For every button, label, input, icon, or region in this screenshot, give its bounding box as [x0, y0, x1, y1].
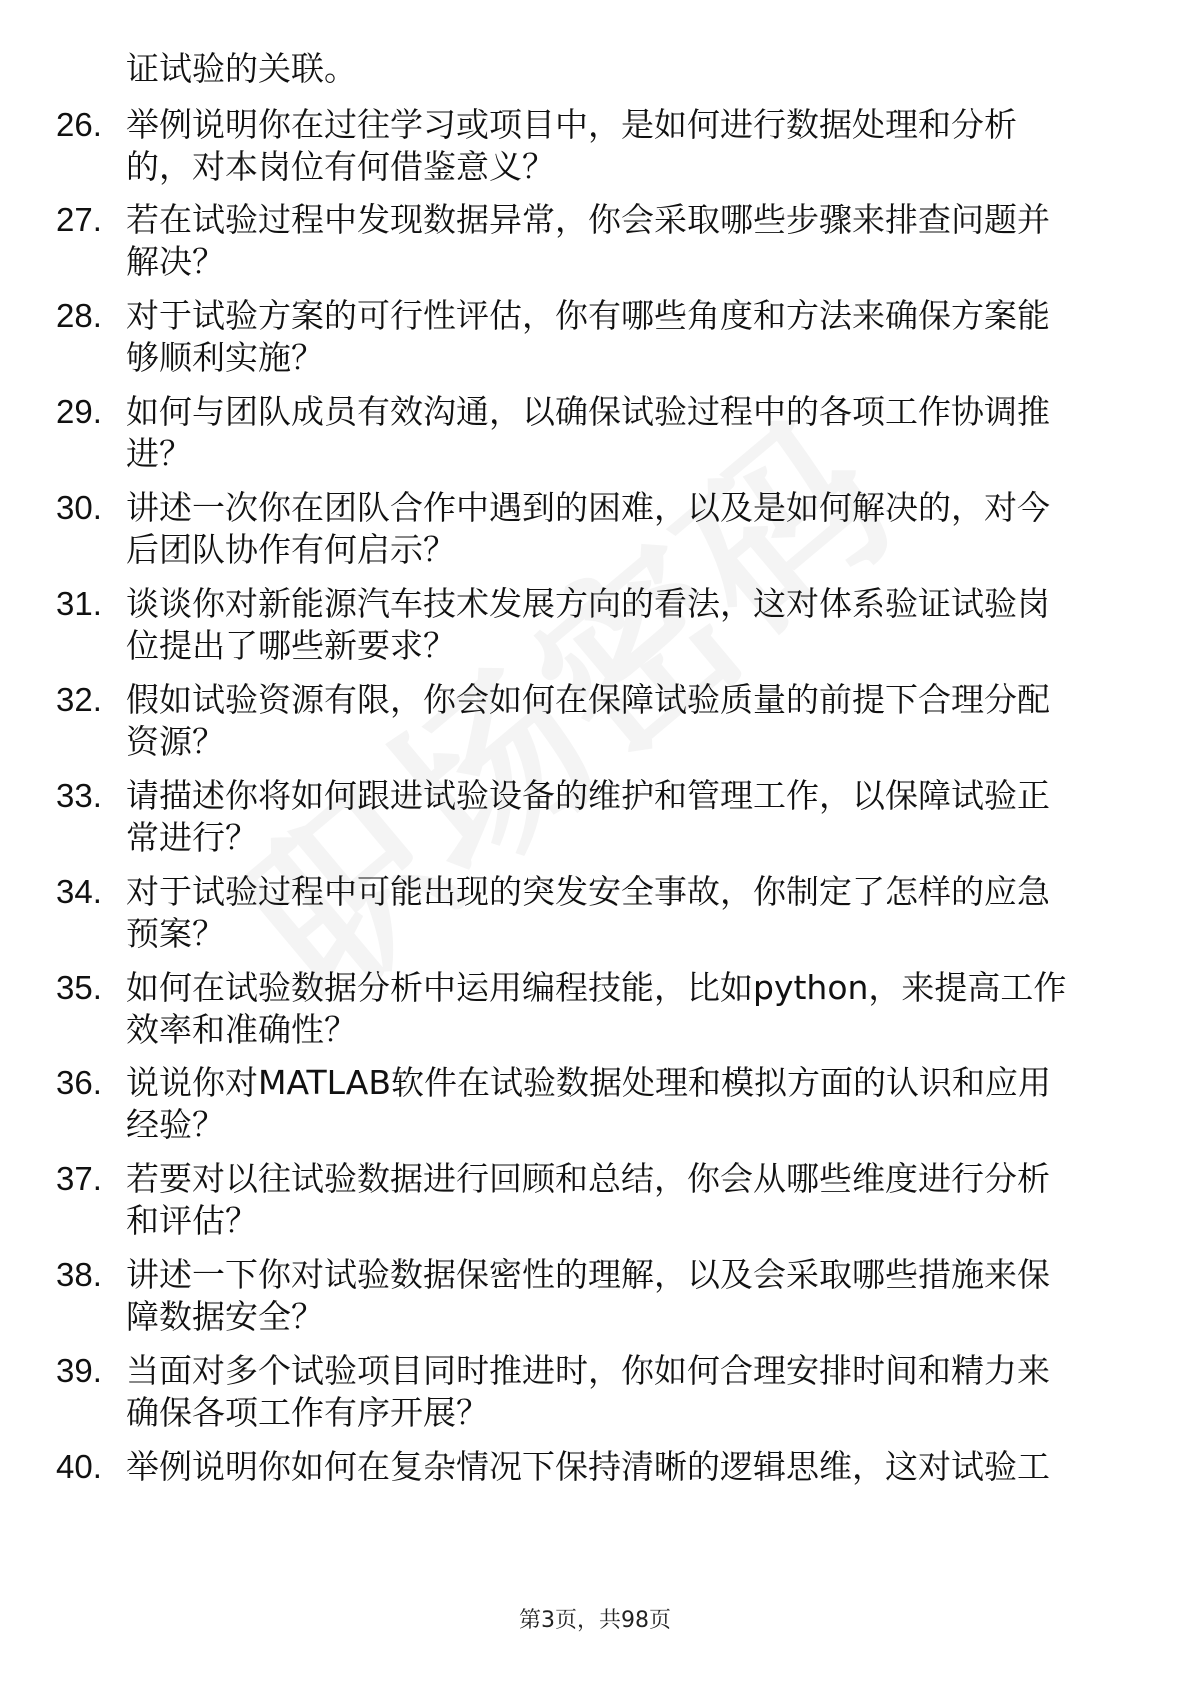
- question-number: 35.: [56, 969, 102, 1006]
- question-number: 26.: [56, 106, 102, 143]
- question-number: 40.: [56, 1448, 102, 1485]
- question-number: 38.: [56, 1256, 102, 1293]
- question-number: 28.: [56, 297, 102, 334]
- question-text: 如何与团队成员有效沟通，以确保试验过程中的各项工作协调推 进？: [126, 392, 1050, 473]
- question-text: 讲述一下你对试验数据保密性的理解，以及会采取哪些措施来保 障数据安全？: [126, 1255, 1050, 1336]
- question-number: 29.: [56, 393, 102, 430]
- question-text: 举例说明你如何在复杂情况下保持清晰的逻辑思维，这对试验工: [126, 1447, 1050, 1486]
- question-text: 如何在试验数据分析中运用编程技能，比如python，来提高工作 效率和准确性？: [126, 968, 1067, 1049]
- question-text: 对于试验过程中可能出现的突发安全事故，你制定了怎样的应急 预案？: [126, 872, 1050, 953]
- question-text: 说说你对MATLAB软件在试验数据处理和模拟方面的认识和应用 经验？: [126, 1063, 1051, 1144]
- page-footer: 第3页，共98页: [519, 1608, 671, 1633]
- question-number: 39.: [56, 1352, 102, 1389]
- question-number: 32.: [56, 681, 102, 718]
- question-number: 37.: [56, 1160, 102, 1197]
- question-number: 31.: [56, 585, 102, 622]
- question-text: 请描述你将如何跟进试验设备的维护和管理工作，以保障试验正 常进行？: [126, 776, 1050, 857]
- question-text: 若在试验过程中发现数据异常，你会采取哪些步骤来排查问题并 解决？: [126, 200, 1050, 281]
- question-text: 假如试验资源有限，你会如何在保障试验质量的前提下合理分配 资源？: [126, 680, 1050, 761]
- question-number: 36.: [56, 1064, 102, 1101]
- question-text: 若要对以往试验数据进行回顾和总结，你会从哪些维度进行分析 和评估？: [126, 1159, 1050, 1240]
- question-number: 34.: [56, 873, 102, 910]
- question-text: 当面对多个试验项目同时推进时，你如何合理安排时间和精力来 确保各项工作有序开展？: [126, 1351, 1050, 1432]
- question-number: 33.: [56, 777, 102, 814]
- question-text: 举例说明你在过往学习或项目中，是如何进行数据处理和分析 的，对本岗位有何借鉴意义？: [126, 105, 1017, 186]
- question-text: 讲述一次你在团队合作中遇到的困难，以及是如何解决的，对今 后团队协作有何启示？: [126, 488, 1050, 569]
- question-number: 27.: [56, 201, 102, 238]
- continuation-text: 证试验的关联。: [126, 49, 357, 88]
- question-text: 谈谈你对新能源汽车技术发展方向的看法，这对体系验证试验岗 位提出了哪些新要求？: [126, 584, 1050, 665]
- question-text: 对于试验方案的可行性评估，你有哪些角度和方法来确保方案能 够顺利实施？: [126, 296, 1050, 377]
- question-number: 30.: [56, 489, 102, 526]
